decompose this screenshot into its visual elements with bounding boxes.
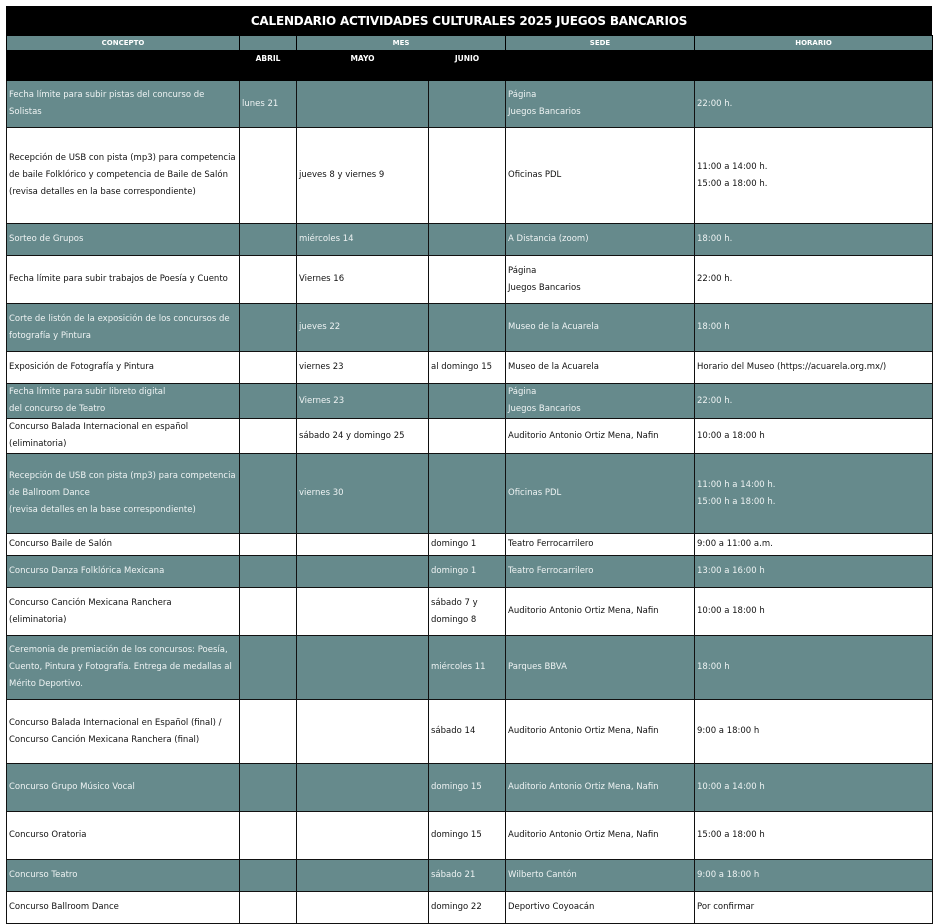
cell-abril xyxy=(240,128,297,224)
table-row xyxy=(7,352,933,384)
page-title: CALENDARIO ACTIVIDADES CULTURALES 2025 JUEGOS BANCARIOS xyxy=(6,6,932,35)
table-row xyxy=(7,860,933,892)
cell-abril xyxy=(240,384,297,419)
cell-horario xyxy=(695,812,933,860)
cell-mayo xyxy=(297,860,429,892)
cell-junio: domingo 15 xyxy=(429,764,506,812)
cell-line: 15:00 a 18:00 h. xyxy=(697,178,768,189)
cell-horario xyxy=(695,384,933,419)
table-row xyxy=(7,304,933,352)
cell-line: Cuento, Pintura y Fotografía. Entrega de medallas al xyxy=(9,662,232,672)
table-row xyxy=(7,419,933,454)
cell-sede xyxy=(506,764,695,812)
cell-abril xyxy=(240,224,297,256)
cell-line: Oficinas PDL xyxy=(508,488,562,498)
cell-abril xyxy=(240,304,297,352)
cell-mayo xyxy=(297,892,429,924)
cell-abril xyxy=(240,700,297,764)
cell-line: Auditorio Antonio Ortiz Mena, Nafin xyxy=(508,726,659,736)
cell-abril xyxy=(240,352,297,384)
cell-line: Auditorio Antonio Ortiz Mena, Nafin xyxy=(508,430,659,441)
table-row xyxy=(7,81,933,128)
cell-concepto xyxy=(7,860,240,892)
cell-line: Horario del Museo (https://acuarela.org.mx/) xyxy=(697,362,887,372)
cell-abril xyxy=(240,419,297,454)
cell-mayo: jueves 22 xyxy=(297,304,429,352)
cell-line: del concurso de Teatro xyxy=(9,404,106,414)
cell-junio: sábado 21 xyxy=(429,860,506,892)
cell-mayo xyxy=(297,556,429,588)
cell-junio xyxy=(429,454,506,534)
cell-abril: lunes 21 xyxy=(240,81,297,128)
header-horario: HORARIO xyxy=(695,36,933,51)
cell-line: 22:00 h. xyxy=(697,395,733,406)
cell-junio xyxy=(429,81,506,128)
table-row xyxy=(7,454,933,534)
cell-line: Ceremonia de premiación de los concursos: Poesía, xyxy=(9,645,228,655)
cell-line: Exposición de Fotografía y Pintura xyxy=(9,362,154,372)
cell-junio: al domingo 15 xyxy=(429,352,506,384)
cell-junio xyxy=(429,384,506,419)
table-row xyxy=(7,224,933,256)
cell-horario xyxy=(695,454,933,534)
cell-sede xyxy=(506,636,695,700)
cell-junio: miércoles 11 xyxy=(429,636,506,700)
cell-concepto xyxy=(7,588,240,636)
cell-sede xyxy=(506,700,695,764)
cell-sede xyxy=(506,256,695,304)
cell-line: Wilberto Cantón xyxy=(508,870,577,880)
cell-sede xyxy=(506,304,695,352)
cell-sede xyxy=(506,454,695,534)
cell-junio: sábado 7 y domingo 8 xyxy=(429,588,506,636)
cell-line: Museo de la Acuarela xyxy=(508,322,599,332)
cell-mayo: miércoles 14 xyxy=(297,224,429,256)
cell-junio: domingo 15 xyxy=(429,812,506,860)
cell-line: Auditorio Antonio Ortiz Mena, Nafin xyxy=(508,830,659,840)
cell-sede xyxy=(506,812,695,860)
cell-line: 10:00 a 18:00 h xyxy=(697,606,765,616)
cell-horario xyxy=(695,636,933,700)
cell-line: Concurso Ballroom Dance xyxy=(9,902,119,912)
cell-line: Parques BBVA xyxy=(508,662,567,672)
cell-concepto xyxy=(7,256,240,304)
cell-mayo xyxy=(297,636,429,700)
cell-line: Página xyxy=(508,387,537,397)
cell-line: 22:00 h. xyxy=(697,274,733,284)
cell-line: Mérito Deportivo. xyxy=(9,679,83,689)
cell-line: A Distancia (zoom) xyxy=(508,234,589,244)
cell-line: Concurso Baile de Salón xyxy=(9,539,112,549)
cell-line: 15:00 h a 18:00 h. xyxy=(697,496,776,507)
cell-horario xyxy=(695,892,933,924)
cell-horario xyxy=(695,256,933,304)
cell-line: Teatro Ferrocarrilero xyxy=(508,539,594,549)
cell-abril xyxy=(240,764,297,812)
cell-line: Corte de listón de la exposición de los concursos de xyxy=(9,313,230,324)
table-row xyxy=(7,892,933,924)
cell-concepto xyxy=(7,636,240,700)
month-sede-blank xyxy=(506,51,695,81)
cell-abril xyxy=(240,860,297,892)
header-blank xyxy=(240,36,297,51)
cell-horario xyxy=(695,304,933,352)
cell-line: (revisa detalles en la base correspondiente) xyxy=(9,505,196,515)
cell-sede xyxy=(506,352,695,384)
cell-sede xyxy=(506,419,695,454)
cell-concepto xyxy=(7,419,240,454)
cell-line: Fecha límite para subir libreto digital xyxy=(9,387,166,397)
cell-concepto xyxy=(7,81,240,128)
cell-concepto xyxy=(7,352,240,384)
cell-line: Concurso Danza Folklórica Mexicana xyxy=(9,566,165,576)
cell-line: Auditorio Antonio Ortiz Mena, Nafin xyxy=(508,606,659,616)
cell-concepto xyxy=(7,128,240,224)
cell-line: 10:00 a 14:00 h xyxy=(697,782,765,792)
cell-junio: domingo 1 xyxy=(429,556,506,588)
cell-line: Página xyxy=(508,90,537,100)
cell-line: de Ballroom Dance xyxy=(9,488,90,498)
month-mayo: MAYO xyxy=(297,51,429,81)
cell-line: 18:00 h. xyxy=(697,234,733,244)
cell-concepto xyxy=(7,384,240,419)
cell-junio: domingo 1 xyxy=(429,534,506,556)
cell-abril xyxy=(240,892,297,924)
cell-line: Recepción de USB con pista (mp3) para competencia xyxy=(9,471,236,481)
cell-abril xyxy=(240,636,297,700)
cell-sede xyxy=(506,860,695,892)
cell-line: Por confirmar xyxy=(697,902,755,912)
cell-sede xyxy=(506,224,695,256)
cell-line: Concurso Balada Internacional en español xyxy=(9,422,189,432)
cell-line: (eliminatoria) xyxy=(9,614,67,625)
cell-horario xyxy=(695,419,933,454)
cell-concepto xyxy=(7,224,240,256)
table-row xyxy=(7,384,933,419)
cell-line: Teatro Ferrocarrilero xyxy=(508,566,594,576)
cell-line: Concurso Oratoria xyxy=(9,830,87,840)
cell-concepto xyxy=(7,892,240,924)
cell-sede xyxy=(506,556,695,588)
header-sede: SEDE xyxy=(506,36,695,51)
table-row xyxy=(7,128,933,224)
cell-abril xyxy=(240,588,297,636)
cell-horario xyxy=(695,860,933,892)
cell-line: (revisa detalles en la base correspondiente) xyxy=(9,187,196,197)
cell-mayo xyxy=(297,700,429,764)
cell-mayo xyxy=(297,588,429,636)
cell-sede xyxy=(506,588,695,636)
cell-junio: sábado 14 xyxy=(429,700,506,764)
cell-horario xyxy=(695,352,933,384)
cell-horario xyxy=(695,700,933,764)
cell-line: 22:00 h. xyxy=(697,98,733,109)
cell-mayo xyxy=(297,764,429,812)
cell-line: Concurso Canción Mexicana Ranchera (final) xyxy=(9,734,200,745)
cell-line: Deportivo Coyoacán xyxy=(508,902,595,912)
cell-concepto xyxy=(7,700,240,764)
cell-line: 18:00 h xyxy=(697,662,730,672)
cell-mayo: viernes 30 xyxy=(297,454,429,534)
cell-line: (eliminatoria) xyxy=(9,439,67,449)
cell-abril xyxy=(240,454,297,534)
cell-mayo xyxy=(297,534,429,556)
cell-sede xyxy=(506,534,695,556)
cell-line: Concurso Teatro xyxy=(9,870,78,880)
cell-line: Concurso Balada Internacional en Español (final) / xyxy=(9,717,222,728)
table-row xyxy=(7,636,933,700)
calendar-table xyxy=(6,35,933,924)
header-concepto: CONCEPTO xyxy=(7,36,240,51)
table-row xyxy=(7,812,933,860)
cell-junio xyxy=(429,224,506,256)
cell-horario xyxy=(695,764,933,812)
cell-mayo: Viernes 16 xyxy=(297,256,429,304)
cell-junio: domingo 22 xyxy=(429,892,506,924)
cell-horario xyxy=(695,81,933,128)
cell-mayo: Viernes 23 xyxy=(297,384,429,419)
cell-line: 9:00 a 11:00 a.m. xyxy=(697,539,773,549)
cell-line: Oficinas PDL xyxy=(508,170,562,180)
cell-sede xyxy=(506,892,695,924)
cell-sede xyxy=(506,81,695,128)
cell-line: Concurso Canción Mexicana Ranchera xyxy=(9,597,172,608)
cell-line: Juegos Bancarios xyxy=(508,282,581,293)
cell-junio xyxy=(429,304,506,352)
cell-abril xyxy=(240,256,297,304)
cell-line: fotografía y Pintura xyxy=(9,330,91,341)
cell-line: Página xyxy=(508,265,537,276)
month-horario-blank xyxy=(695,51,933,81)
cell-line: 10:00 a 18:00 h xyxy=(697,430,765,441)
cell-mayo xyxy=(297,81,429,128)
cell-concepto xyxy=(7,764,240,812)
cell-horario xyxy=(695,556,933,588)
cell-line: Fecha límite para subir trabajos de Poesía y Cuento xyxy=(9,274,228,284)
cell-line: Juegos Bancarios xyxy=(508,404,581,414)
cell-concepto xyxy=(7,304,240,352)
cell-junio xyxy=(429,128,506,224)
header-mes: MES xyxy=(297,36,506,51)
month-abril: ABRIL xyxy=(240,51,297,81)
cell-abril xyxy=(240,812,297,860)
cell-line: 9:00 a 18:00 h xyxy=(697,726,760,736)
cell-mayo: jueves 8 y viernes 9 xyxy=(297,128,429,224)
table-row xyxy=(7,588,933,636)
cell-concepto xyxy=(7,556,240,588)
table-row xyxy=(7,556,933,588)
table-row xyxy=(7,764,933,812)
cell-line: Juegos Bancarios xyxy=(508,107,581,117)
cell-line: 9:00 a 18:00 h xyxy=(697,870,760,880)
cell-line: 11:00 h a 14:00 h. xyxy=(697,479,776,490)
cell-abril xyxy=(240,556,297,588)
cell-line: Sorteo de Grupos xyxy=(9,234,84,244)
cell-mayo: sábado 24 y domingo 25 xyxy=(297,419,429,454)
table-row xyxy=(7,534,933,556)
cell-sede xyxy=(506,384,695,419)
column-header-row xyxy=(7,36,933,51)
cell-concepto xyxy=(7,534,240,556)
cell-line: Museo de la Acuarela xyxy=(508,362,599,372)
cell-horario xyxy=(695,128,933,224)
cell-mayo xyxy=(297,812,429,860)
cell-mayo: viernes 23 xyxy=(297,352,429,384)
month-header-row xyxy=(7,51,933,81)
cell-line: 15:00 a 18:00 h xyxy=(697,830,765,840)
cell-line: 13:00 a 16:00 h xyxy=(697,566,765,576)
cell-horario xyxy=(695,534,933,556)
cell-junio xyxy=(429,256,506,304)
calendar-sheet xyxy=(6,6,932,924)
table-row xyxy=(7,256,933,304)
cell-line: Fecha límite para subir pistas del concurso de xyxy=(9,90,205,100)
month-junio: JUNIO xyxy=(429,51,506,81)
month-blank xyxy=(7,51,240,81)
cell-line: de baile Folklórico y competencia de Baile de Salón xyxy=(9,170,228,180)
cell-concepto xyxy=(7,454,240,534)
cell-horario xyxy=(695,224,933,256)
cell-abril xyxy=(240,534,297,556)
cell-sede xyxy=(506,128,695,224)
cell-line: Auditorio Antonio Ortiz Mena, Nafin xyxy=(508,782,659,792)
cell-line: 11:00 a 14:00 h. xyxy=(697,161,768,172)
cell-concepto xyxy=(7,812,240,860)
table-row xyxy=(7,700,933,764)
cell-line: 18:00 h xyxy=(697,322,730,332)
cell-junio xyxy=(429,419,506,454)
cell-line: Concurso Grupo Músico Vocal xyxy=(9,782,135,792)
cell-line: Recepción de USB con pista (mp3) para competencia xyxy=(9,153,236,163)
cell-horario xyxy=(695,588,933,636)
cell-line: Solistas xyxy=(9,107,42,117)
